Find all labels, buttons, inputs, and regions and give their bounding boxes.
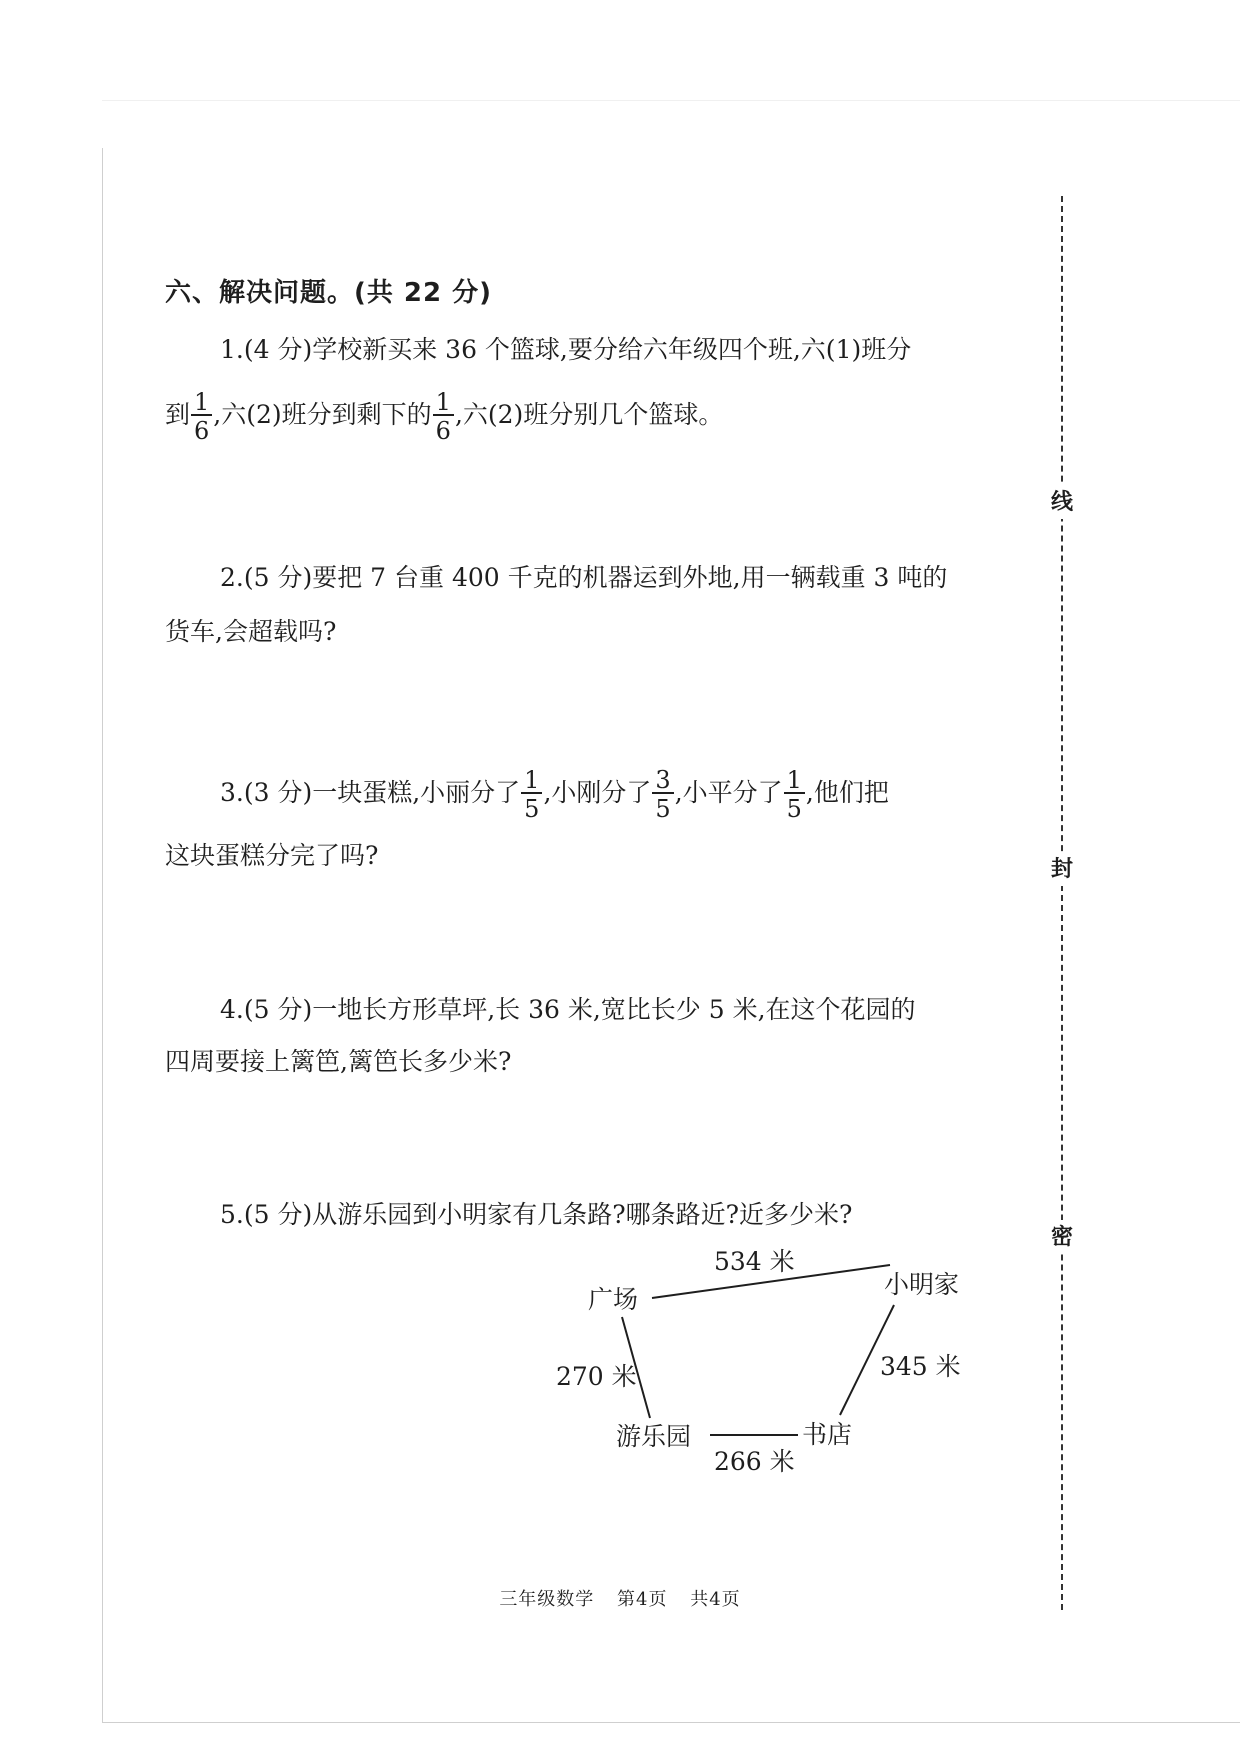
question-2-line-2: 货车,会超载吗? — [165, 617, 337, 646]
question-3 — [165, 768, 1005, 876]
fraction-denominator: 6 — [435, 417, 451, 445]
distance-square-park: 270 米 — [556, 1362, 637, 1391]
fraction-denominator: 5 — [524, 795, 540, 823]
question-3-line-1 — [165, 766, 1005, 823]
distance-park-bookstore: 266 米 — [714, 1447, 795, 1476]
question-3-line-2: 这块蛋糕分完了吗? — [165, 841, 379, 870]
fraction — [191, 390, 212, 443]
page-footer — [0, 1585, 1240, 1611]
fraction-denominator: 6 — [194, 417, 210, 445]
fraction — [784, 768, 805, 821]
question-3-text-b: ,小刚分了 — [543, 778, 652, 807]
route-map-diagram — [540, 1235, 1000, 1490]
fraction-numerator: 1 — [521, 768, 542, 794]
question-4-line-2: 四周要接上篱笆,篱笆长多少米? — [165, 1047, 512, 1076]
question-3-text-c: ,小平分了 — [674, 778, 783, 807]
question-1 — [165, 330, 1005, 445]
binding-dashed-line — [1061, 196, 1063, 1610]
fraction — [433, 390, 454, 443]
fraction — [521, 768, 542, 821]
question-1-text-a: 到 — [165, 400, 191, 429]
section-title: 六、解决问题。(共 22 分) — [165, 278, 493, 308]
question-3-text-d: ,他们把 — [805, 778, 889, 807]
binding-char-xian: 线 — [1049, 485, 1075, 519]
scan-edge-left — [102, 148, 103, 1723]
fraction-numerator: 3 — [652, 768, 673, 794]
fraction — [652, 768, 673, 821]
binding-char-feng: 封 — [1049, 852, 1075, 886]
question-1-line-1: 1.(4 分)学校新买来 36 个篮球,要分给六年级四个班,六(1)班分 — [220, 335, 912, 364]
question-1-text-b: ,六(2)班分到剩下的 — [213, 400, 432, 429]
distance-bookstore-home: 345 米 — [880, 1352, 961, 1381]
question-4-line-1: 4.(5 分)一地长方形草坪,长 36 米,宽比长少 5 米,在这个花园的 — [220, 995, 916, 1024]
question-2-line-1: 2.(5 分)要把 7 台重 400 千克的机器运到外地,用一辆载重 3 吨的 — [220, 563, 948, 592]
question-2 — [165, 558, 1005, 652]
fraction-numerator: 1 — [784, 768, 805, 794]
fraction-denominator: 5 — [655, 795, 671, 823]
question-5 — [165, 1195, 1005, 1235]
question-1-text-c: ,六(2)班分别几个篮球。 — [454, 400, 724, 429]
scan-edge-top — [102, 100, 1240, 101]
question-5-line-1: 5.(5 分)从游乐园到小明家有几条路?哪条路近?近多少米? — [220, 1200, 853, 1229]
fraction-numerator: 1 — [433, 390, 454, 416]
fraction-denominator: 5 — [786, 795, 802, 823]
scan-edge-bottom — [102, 1722, 1240, 1723]
question-1-line-2 — [165, 388, 1005, 445]
place-bookstore: 书店 — [802, 1420, 853, 1449]
binding-char-mi: 密 — [1049, 1220, 1075, 1254]
footer-page-number: 第4页 — [617, 1589, 668, 1610]
footer-subject: 三年级数学 — [499, 1589, 595, 1610]
question-4 — [165, 990, 1005, 1082]
place-home: 小明家 — [884, 1270, 960, 1299]
fraction-numerator: 1 — [191, 390, 212, 416]
place-park: 游乐园 — [616, 1422, 692, 1451]
distance-square-home: 534 米 — [714, 1247, 795, 1276]
question-3-text-a: 3.(3 分)一块蛋糕,小丽分了 — [220, 778, 521, 807]
footer-total-pages: 共4页 — [690, 1589, 741, 1610]
place-square: 广场 — [588, 1285, 639, 1314]
